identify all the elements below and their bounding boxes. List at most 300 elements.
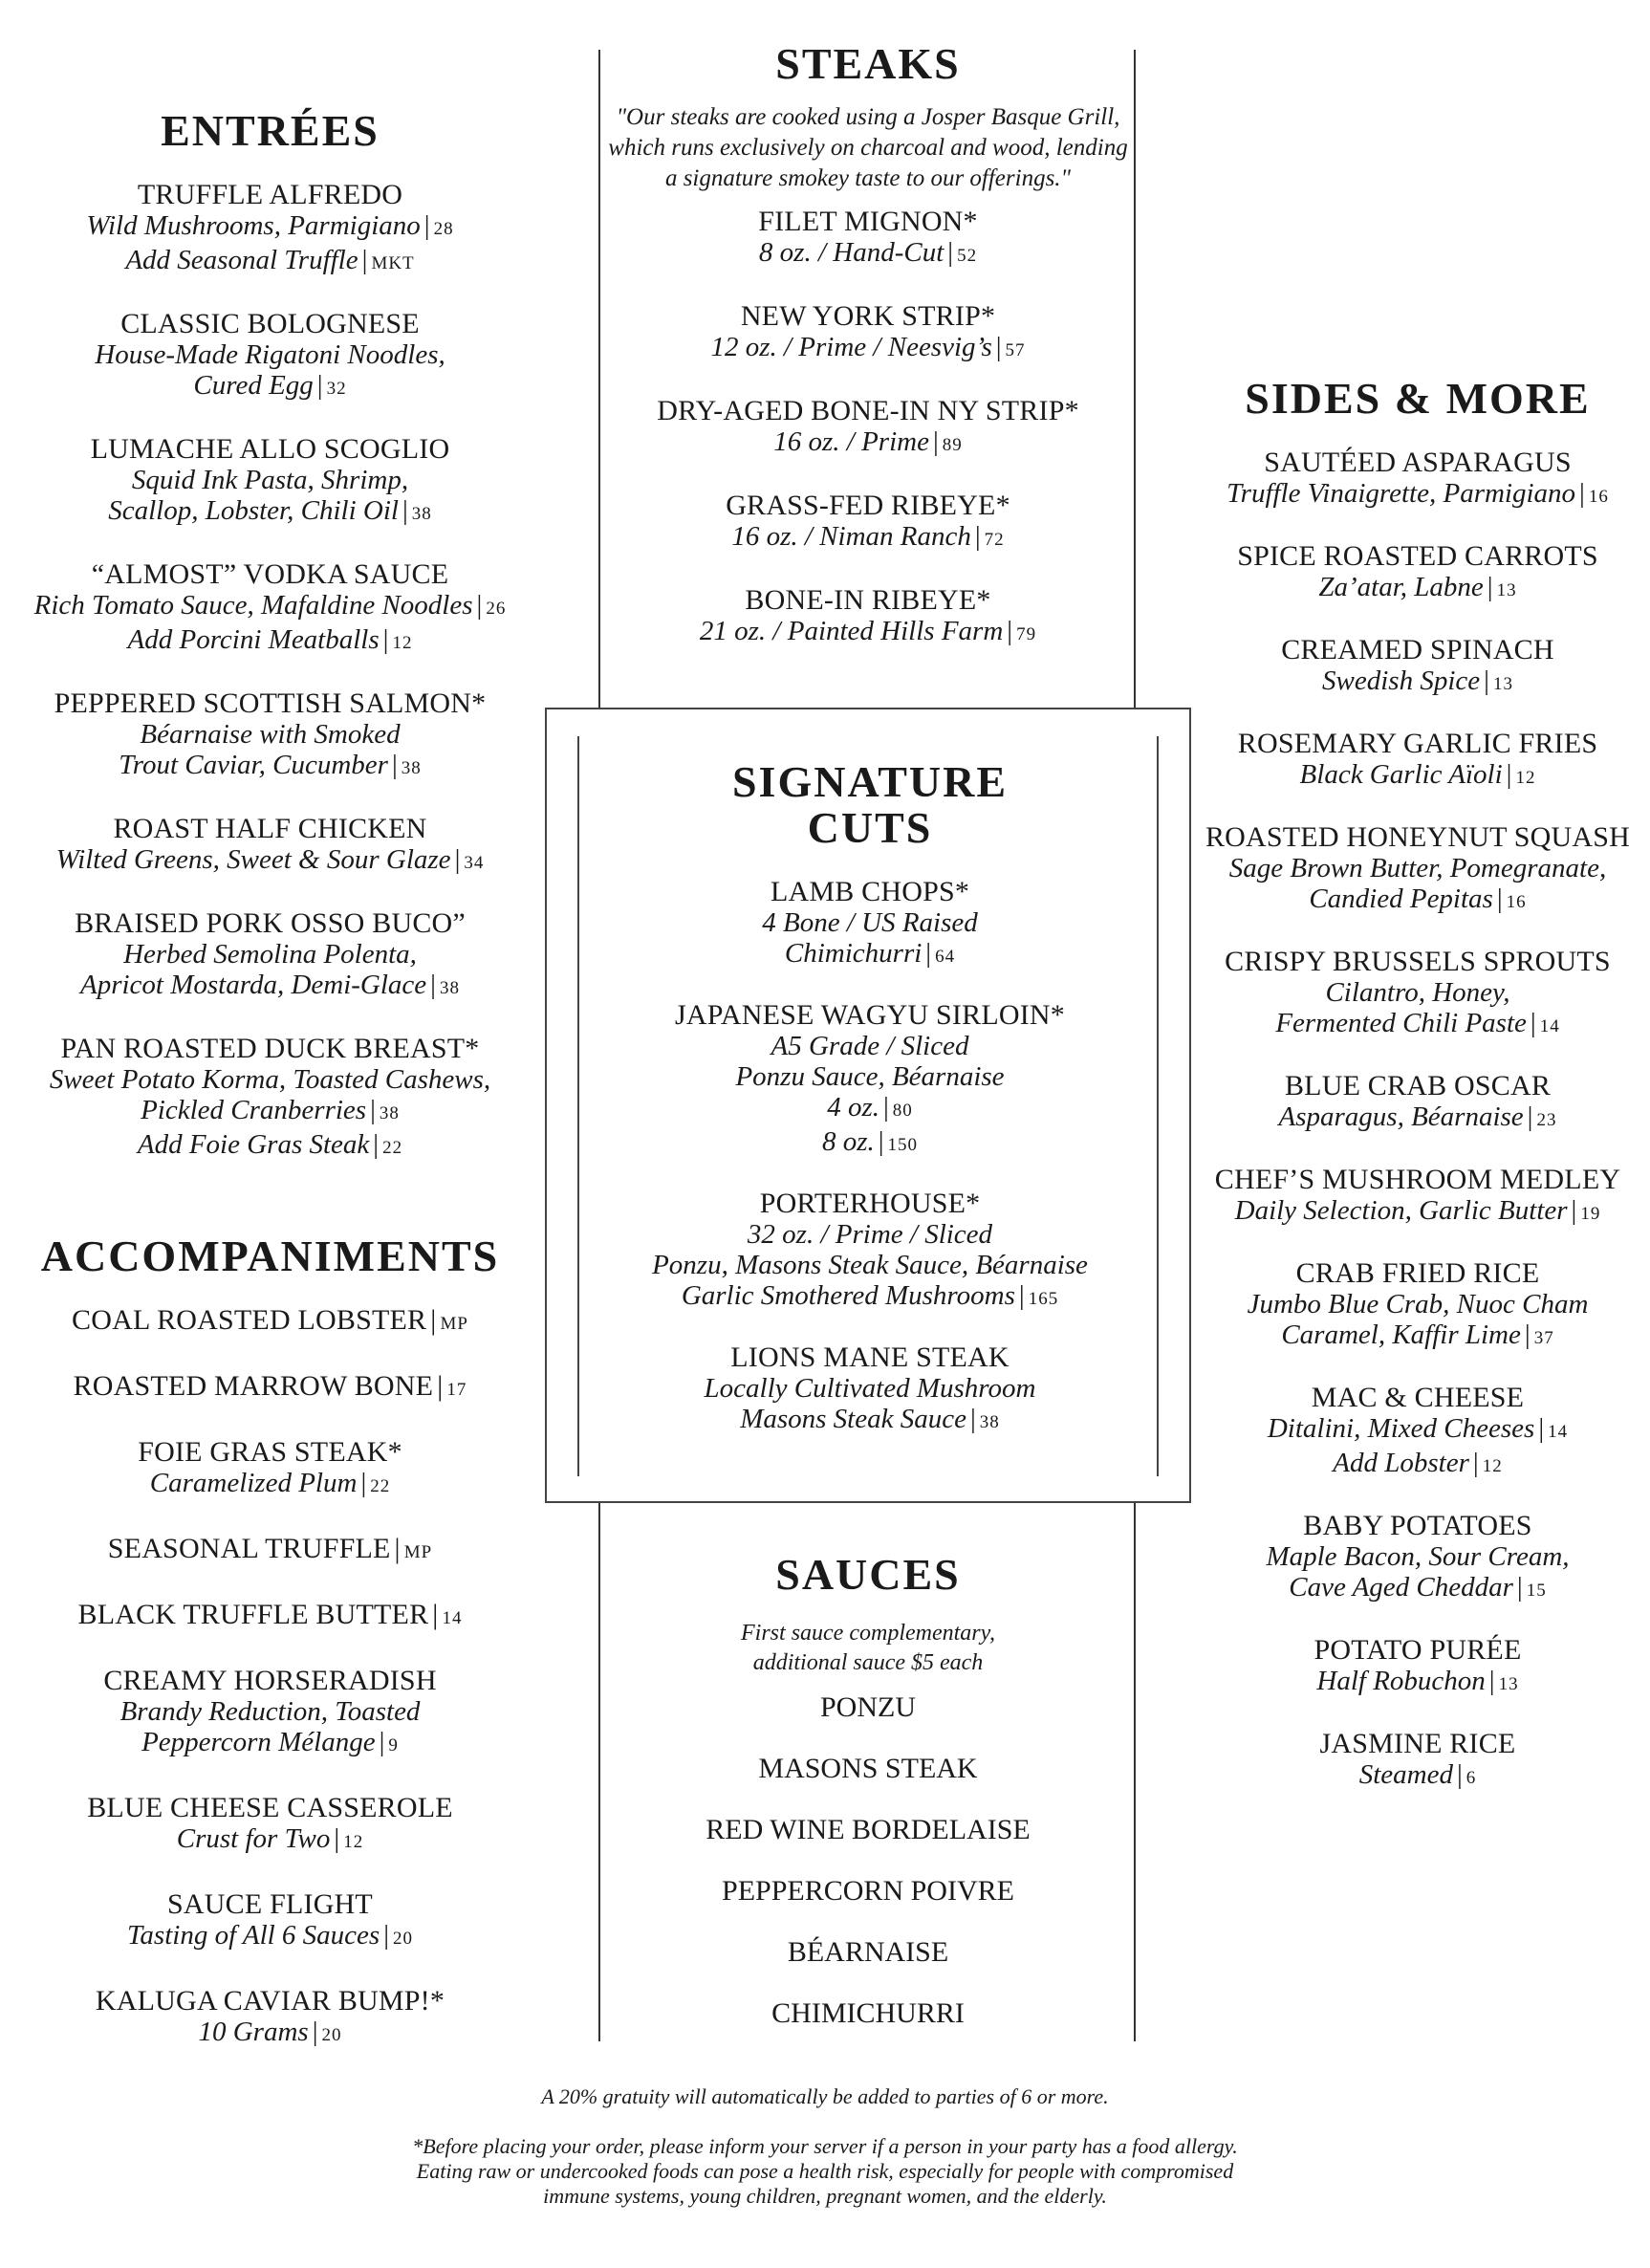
price-separator: |: [1488, 1666, 1495, 1696]
menu-item: [1185, 821, 1650, 918]
item-name-text: ROAST HALF CHICKEN: [113, 813, 427, 844]
item-name-text: SAUCE FLIGHT: [167, 1888, 373, 1920]
item-description: [0, 750, 540, 784]
footer: [0, 2084, 1650, 2234]
menu-item: [600, 300, 1136, 366]
item-description-text: Asparagus, Béarnaise: [1278, 1101, 1524, 1132]
item-price: 32: [326, 379, 347, 399]
item-price: 72: [984, 530, 1005, 550]
price-separator: |: [882, 1092, 889, 1123]
item-price: 14: [442, 1608, 463, 1628]
price-separator: |: [360, 1468, 367, 1498]
price-separator: |: [382, 624, 389, 655]
price-separator: |: [402, 495, 408, 526]
menu-item: [0, 1436, 540, 1502]
item-description-text: Scallop, Lobster, Chili Oil: [108, 495, 399, 526]
item-description: [1185, 883, 1650, 918]
sauce-item: PONZU: [819, 1691, 916, 1723]
item-description: [0, 1696, 540, 1727]
item-price: 20: [393, 1929, 414, 1949]
price-separator: |: [432, 1599, 439, 1630]
menu-item: [0, 687, 540, 784]
item-description: [1185, 853, 1650, 883]
item-description: [0, 1129, 540, 1164]
item-price: 12: [1515, 768, 1536, 788]
item-description-text: Rich Tomato Sauce, Mafaldine Noodles: [33, 590, 473, 621]
item-price: 9: [388, 1735, 399, 1756]
item-name-text: SEASONAL TRUFFLE: [107, 1533, 391, 1564]
menu-item: [1185, 1728, 1650, 1794]
item-price: 22: [382, 1138, 403, 1158]
item-name-text: LAMB CHOPS*: [770, 876, 970, 907]
item-description-text: Herbed Semolina Polenta,: [123, 939, 417, 970]
item-description: [1185, 1008, 1650, 1042]
item-description: [1185, 1759, 1650, 1794]
signature-heading-line1: SIGNATURE: [731, 757, 1009, 806]
price-separator: |: [974, 521, 981, 552]
menu-item: [0, 179, 540, 279]
item-description: [0, 495, 540, 530]
price-separator: |: [947, 237, 954, 268]
item-description: [600, 426, 1136, 461]
item-description: [1185, 1319, 1650, 1354]
item-description-text: Candied Pepitas: [1309, 883, 1493, 914]
item-description: [0, 210, 540, 245]
item-description: [604, 1404, 1136, 1438]
menu-item: [604, 999, 1136, 1161]
box-inner-line-right: [1157, 736, 1159, 1476]
item-name-text: CRISPY BRUSSELS SPROUTS: [1225, 946, 1611, 977]
item-description: [0, 939, 540, 970]
price-separator: |: [1527, 1101, 1533, 1132]
item-description-text: Cilantro, Honey,: [1325, 977, 1510, 1008]
item-name-text: BONE-IN RIBEYE*: [745, 584, 991, 616]
menu-item: [0, 1665, 540, 1761]
item-name-text: ROASTED HONEYNUT SQUASH: [1205, 821, 1631, 853]
price-separator: |: [1018, 1280, 1025, 1311]
menu-item: [0, 1533, 540, 1568]
item-price: 16: [1506, 892, 1527, 912]
item-description-text: Ditalini, Mixed Cheeses: [1267, 1413, 1535, 1444]
item-description-text: Cured Egg: [193, 370, 314, 401]
price-separator: |: [476, 590, 483, 621]
item-name: [604, 876, 1136, 907]
signature-cuts-box: [545, 708, 1191, 1503]
menu-item: [604, 1188, 1136, 1315]
item-name-text: PORTERHOUSE*: [759, 1188, 981, 1219]
menu-item: [0, 1888, 540, 1954]
item-name: [1185, 1164, 1650, 1195]
item-description-text: Caramelized Plum: [149, 1468, 358, 1498]
price-separator: |: [925, 938, 932, 969]
item-name: [600, 206, 1136, 237]
item-price: 12: [392, 633, 413, 653]
item-description: [0, 590, 540, 624]
item-price: 80: [892, 1101, 913, 1121]
item-description-text: Steamed: [1358, 1759, 1453, 1790]
item-price: 22: [370, 1476, 391, 1496]
item-name-text: GRASS-FED RIBEYE*: [726, 490, 1010, 521]
item-name-text: FOIE GRAS STEAK*: [138, 1436, 402, 1468]
menu-item: [0, 907, 540, 1004]
item-description-text: Jumbo Blue Crab, Nuoc Cham: [1247, 1289, 1589, 1319]
item-description-text: 16 oz. / Prime: [773, 426, 929, 457]
item-price: 38: [401, 758, 422, 778]
sauce-item: MASONS STEAK: [758, 1753, 978, 1784]
item-description-text: 8 oz. / Hand-Cut: [758, 237, 944, 268]
price-separator: |: [379, 1727, 385, 1757]
item-description: [600, 616, 1136, 650]
item-description: [0, 624, 540, 659]
item-name: [0, 1599, 540, 1634]
item-description-text: Cave Aged Cheddar: [1289, 1572, 1513, 1603]
item-description: [0, 370, 540, 404]
menu-item: [0, 1033, 540, 1164]
item-description: [604, 907, 1136, 938]
signature-list: [604, 876, 1136, 1438]
price-separator: |: [1496, 883, 1503, 914]
item-description: [604, 1373, 1136, 1404]
item-description-text: Swedish Spice: [1322, 665, 1481, 696]
item-description: [0, 1064, 540, 1095]
box-inner-line-left: [577, 736, 579, 1476]
sauce-item: RED WINE BORDELAISE: [706, 1814, 1031, 1845]
item-description: [600, 332, 1136, 366]
item-name: [0, 907, 540, 939]
menu-item: [600, 584, 1136, 650]
item-price: 150: [887, 1135, 919, 1155]
item-price: 34: [464, 853, 485, 873]
signature-heading-line2: CUTS: [807, 803, 933, 852]
item-description-text: 12 oz. / Prime / Neesvig’s: [710, 332, 992, 362]
price-separator: |: [995, 332, 1002, 362]
price-separator: |: [391, 750, 398, 780]
item-description: [1185, 1195, 1650, 1230]
item-name: [1185, 1382, 1650, 1413]
item-description: [604, 1126, 1136, 1161]
item-name-text: BLUE CRAB OSCAR: [1284, 1070, 1552, 1101]
item-name: [600, 395, 1136, 426]
item-description-text: 8 oz.: [821, 1126, 875, 1157]
item-description: [1185, 1666, 1650, 1700]
item-description: [0, 1920, 540, 1954]
item-name: [0, 1792, 540, 1823]
item-name-text: ROASTED MARROW BONE: [73, 1370, 434, 1402]
item-description: [1185, 1572, 1650, 1606]
item-name: [604, 1188, 1136, 1219]
item-name-text: BLUE CHEESE CASSEROLE: [87, 1792, 453, 1823]
item-description-text: Za’atar, Labne: [1318, 572, 1484, 602]
item-name-text: LUMACHE ALLO SCOGLIO: [90, 433, 450, 465]
price-separator: |: [423, 210, 430, 241]
item-name-text: BABY POTATOES: [1303, 1510, 1532, 1541]
item-description: [600, 521, 1136, 556]
item-description-text: 4 Bone / US Raised: [762, 907, 978, 938]
item-description-text: Daily Selection, Garlic Butter: [1234, 1195, 1568, 1226]
item-description-text: Maple Bacon, Sour Cream,: [1266, 1541, 1570, 1572]
entrees-heading: ENTRÉES: [161, 106, 380, 155]
menu-item: [1185, 728, 1650, 794]
menu-item: [0, 433, 540, 530]
item-description-text: Ponzu Sauce, Béarnaise: [735, 1061, 1005, 1092]
price-separator: |: [1530, 1008, 1536, 1038]
item-description-text: Wild Mushrooms, Parmigiano: [86, 210, 421, 241]
item-description: [604, 1250, 1136, 1280]
item-description-text: Brandy Reduction, Toasted: [119, 1696, 421, 1727]
item-price: 6: [1465, 1768, 1477, 1788]
price-separator: |: [1579, 478, 1585, 509]
item-name: [0, 687, 540, 719]
item-description: [0, 2017, 540, 2051]
item-price: 38: [439, 978, 460, 998]
steaks-list: [600, 206, 1136, 650]
menu-item: [1185, 634, 1650, 700]
price-separator: |: [1524, 1319, 1531, 1350]
item-name: [1185, 728, 1650, 759]
menu-item: [0, 1304, 540, 1340]
menu-item: [1185, 1257, 1650, 1354]
item-description-text: Locally Cultivated Mushroom: [704, 1373, 1036, 1404]
item-description: [1185, 1101, 1650, 1136]
item-description: [1185, 1413, 1650, 1448]
item-price: 13: [1496, 580, 1517, 600]
item-price: 52: [957, 246, 978, 266]
item-name-text: CLASSIC BOLOGNESE: [120, 308, 420, 339]
item-name: [0, 1985, 540, 2017]
item-price: 64: [935, 947, 956, 967]
item-description-text: Crust for Two: [176, 1823, 331, 1854]
item-description: [0, 1095, 540, 1129]
item-description: [0, 1727, 540, 1761]
item-name: [0, 1033, 540, 1064]
signature-heading: [604, 759, 1136, 851]
item-price: MKT: [371, 253, 415, 273]
menu-item: [0, 558, 540, 659]
item-description-text: Trout Caviar, Cucumber: [119, 750, 388, 780]
item-name: [0, 433, 540, 465]
item-name-text: SAUTÉED ASPARAGUS: [1264, 447, 1572, 478]
menu-item: [1185, 1510, 1650, 1606]
item-description: [0, 970, 540, 1004]
item-description-text: Sage Brown Butter, Pomegranate,: [1228, 853, 1607, 883]
price-separator: |: [1487, 572, 1493, 602]
price-separator: |: [1007, 616, 1013, 646]
item-price: 38: [411, 504, 432, 524]
sides-list: [1185, 447, 1650, 1794]
item-price: 28: [433, 219, 454, 239]
item-name-text: BLACK TRUFFLE BUTTER: [77, 1599, 429, 1630]
item-description: [604, 1219, 1136, 1250]
item-description: [604, 1092, 1136, 1126]
item-description-text: Half Robuchon: [1316, 1666, 1486, 1696]
sauces-heading: SAUCES: [775, 1550, 961, 1599]
item-name: [1185, 634, 1650, 665]
sauces-note-line2: additional sauce $5 each: [752, 1650, 984, 1675]
item-price: 26: [486, 599, 507, 619]
item-description-text: Add Lobster: [1333, 1448, 1469, 1478]
item-name-text: CREAMED SPINACH: [1281, 634, 1554, 665]
item-description-text: 16 oz. / Niman Ranch: [731, 521, 971, 552]
item-description-text: A5 Grade / Sliced: [771, 1031, 969, 1061]
menu-item: [600, 395, 1136, 461]
item-price: MP: [403, 1542, 433, 1562]
item-name: [1185, 1070, 1650, 1101]
item-description: [600, 237, 1136, 272]
price-separator: |: [430, 1304, 437, 1336]
item-price: 14: [1539, 1016, 1560, 1036]
item-price: 12: [343, 1832, 364, 1852]
menu-item: [1185, 1382, 1650, 1482]
item-price: 23: [1536, 1110, 1557, 1130]
item-price: 14: [1548, 1422, 1569, 1442]
price-separator: |: [334, 1823, 340, 1854]
steaks-quote: "Our steaks are cooked using a Josper Basque Grill, which runs exclusively on charcoal and wood, lending a signature smokey taste to our offerings.": [608, 104, 1128, 191]
item-description-text: Tasting of All 6 Sauces: [126, 1920, 380, 1951]
item-description: [1185, 977, 1650, 1008]
item-name-text: CREAMY HORSERADISH: [103, 1665, 437, 1696]
steaks-section: [600, 38, 1136, 679]
item-description-text: Béarnaise with Smoked: [140, 719, 401, 750]
item-name: [0, 308, 540, 339]
item-name-text: PEPPERED SCOTTISH SALMON*: [54, 687, 487, 719]
item-description-text: Ponzu, Masons Steak Sauce, Béarnaise: [652, 1250, 1088, 1280]
menu-item: [1185, 1070, 1650, 1136]
price-separator: |: [878, 1126, 884, 1157]
allergy-note: [0, 2134, 1650, 2209]
item-description-text: House-Made Rigatoni Noodles,: [95, 339, 445, 370]
allergy-line1: *Before placing your order, please inform your server if a person in your party has a food allergy.: [412, 2134, 1238, 2158]
item-description: [1185, 759, 1650, 794]
item-name-text: CRAB FRIED RICE: [1295, 1257, 1540, 1289]
item-name-text: LIONS MANE STEAK: [730, 1341, 1010, 1373]
price-separator: |: [1484, 665, 1489, 696]
sauce-item: CHIMICHURRI: [771, 1997, 965, 2029]
item-price: 57: [1005, 340, 1026, 360]
price-separator: |: [1506, 759, 1512, 790]
sides-heading: SIDES & MORE: [1245, 374, 1591, 423]
item-description-text: Sweet Potato Korma, Toasted Cashews,: [49, 1064, 491, 1095]
item-name: [1185, 821, 1650, 853]
menu-item: [1185, 540, 1650, 606]
item-description-text: Add Foie Gras Steak: [137, 1129, 370, 1160]
item-name-text: PAN ROASTED DUCK BREAST*: [60, 1033, 480, 1064]
item-description: [0, 1468, 540, 1502]
item-description-text: 4 oz.: [827, 1092, 879, 1123]
sauce-item: PEPPERCORN POIVRE: [722, 1875, 1014, 1907]
item-description: [0, 1823, 540, 1858]
item-description: [0, 339, 540, 370]
menu-item: [600, 490, 1136, 556]
item-price: 13: [1492, 674, 1513, 694]
item-name-text: MAC & CHEESE: [1311, 1382, 1525, 1413]
price-separator: |: [394, 1533, 401, 1564]
item-name: [600, 490, 1136, 521]
item-description: [604, 938, 1136, 972]
item-name-text: “ALMOST” VODKA SAUCE: [91, 558, 449, 590]
accompaniments-heading: ACCOMPANIMENTS: [40, 1232, 500, 1280]
menu-item: [1185, 946, 1650, 1042]
item-description: [1185, 665, 1650, 700]
item-name-text: COAL ROASTED LOBSTER: [72, 1304, 427, 1336]
item-name: [0, 1370, 540, 1406]
item-description-text: 32 oz. / Prime / Sliced: [747, 1219, 993, 1250]
item-name: [1185, 447, 1650, 478]
item-description-text: Add Porcini Meatballs: [127, 624, 380, 655]
item-price: MP: [440, 1314, 468, 1334]
item-description-text: Wilted Greens, Sweet & Sour Glaze: [55, 844, 451, 875]
sauce-item: BÉARNAISE: [787, 1936, 949, 1968]
item-price: 38: [979, 1412, 1000, 1432]
item-description-text: Squid Ink Pasta, Shrimp,: [131, 465, 409, 495]
price-separator: |: [430, 970, 436, 1000]
item-name-text: NEW YORK STRIP*: [740, 300, 996, 332]
item-price: 37: [1533, 1328, 1554, 1348]
item-description: [604, 1031, 1136, 1061]
item-name: [1185, 1728, 1650, 1759]
price-separator: |: [1538, 1413, 1545, 1444]
menu-item: [1185, 1634, 1650, 1700]
item-price: 165: [1028, 1289, 1059, 1309]
item-name: [0, 1888, 540, 1920]
item-name-text: TRUFFLE ALFREDO: [137, 179, 403, 210]
entrees-list: [0, 179, 540, 1164]
item-name: [0, 1304, 540, 1340]
menu-item: [0, 813, 540, 879]
item-name: [1185, 1510, 1650, 1541]
item-description-text: Truffle Vinaigrette, Parmigiano: [1227, 478, 1576, 509]
item-price: 15: [1526, 1581, 1547, 1601]
item-name: [1185, 946, 1650, 977]
price-separator: |: [316, 370, 323, 401]
item-name: [0, 813, 540, 844]
item-description: [1185, 1289, 1650, 1319]
item-name: [600, 584, 1136, 616]
price-separator: |: [969, 1404, 976, 1434]
item-description: [0, 844, 540, 879]
price-separator: |: [370, 1095, 376, 1125]
menu-item: [600, 206, 1136, 272]
item-name: [0, 1436, 540, 1468]
item-description-text: Black Garlic Aïoli: [1299, 759, 1503, 790]
left-column: [0, 105, 540, 2082]
item-description: [604, 1280, 1136, 1315]
item-name-text: FILET MIGNON*: [758, 206, 978, 237]
item-name: [0, 558, 540, 590]
gratuity-note: A 20% gratuity will automatically be added to parties of 6 or more.: [541, 2084, 1109, 2108]
price-separator: |: [932, 426, 939, 457]
allergy-line3: immune systems, young children, pregnant women, and the elderly.: [543, 2184, 1107, 2208]
item-name-text: KALUGA CAVIAR BUMP!*: [95, 1985, 445, 2017]
item-description: [1185, 1541, 1650, 1572]
item-description-text: 10 Grams: [198, 2017, 309, 2047]
item-name: [1185, 540, 1650, 572]
item-description-text: 21 oz. / Painted Hills Farm: [699, 616, 1004, 646]
item-price: 12: [1482, 1456, 1503, 1476]
item-description-text: Caramel, Kaffir Lime: [1281, 1319, 1521, 1350]
price-separator: |: [383, 1920, 390, 1951]
item-name-text: ROSEMARY GARLIC FRIES: [1237, 728, 1598, 759]
price-separator: |: [437, 1370, 444, 1402]
item-name: [604, 999, 1136, 1031]
item-price: 16: [1588, 487, 1609, 507]
price-separator: |: [1571, 1195, 1577, 1226]
menu-item: [604, 876, 1136, 972]
item-price: 79: [1016, 624, 1037, 644]
item-name: [0, 1533, 540, 1568]
item-name: [0, 179, 540, 210]
price-separator: |: [1456, 1759, 1463, 1790]
menu-item: [604, 1341, 1136, 1438]
